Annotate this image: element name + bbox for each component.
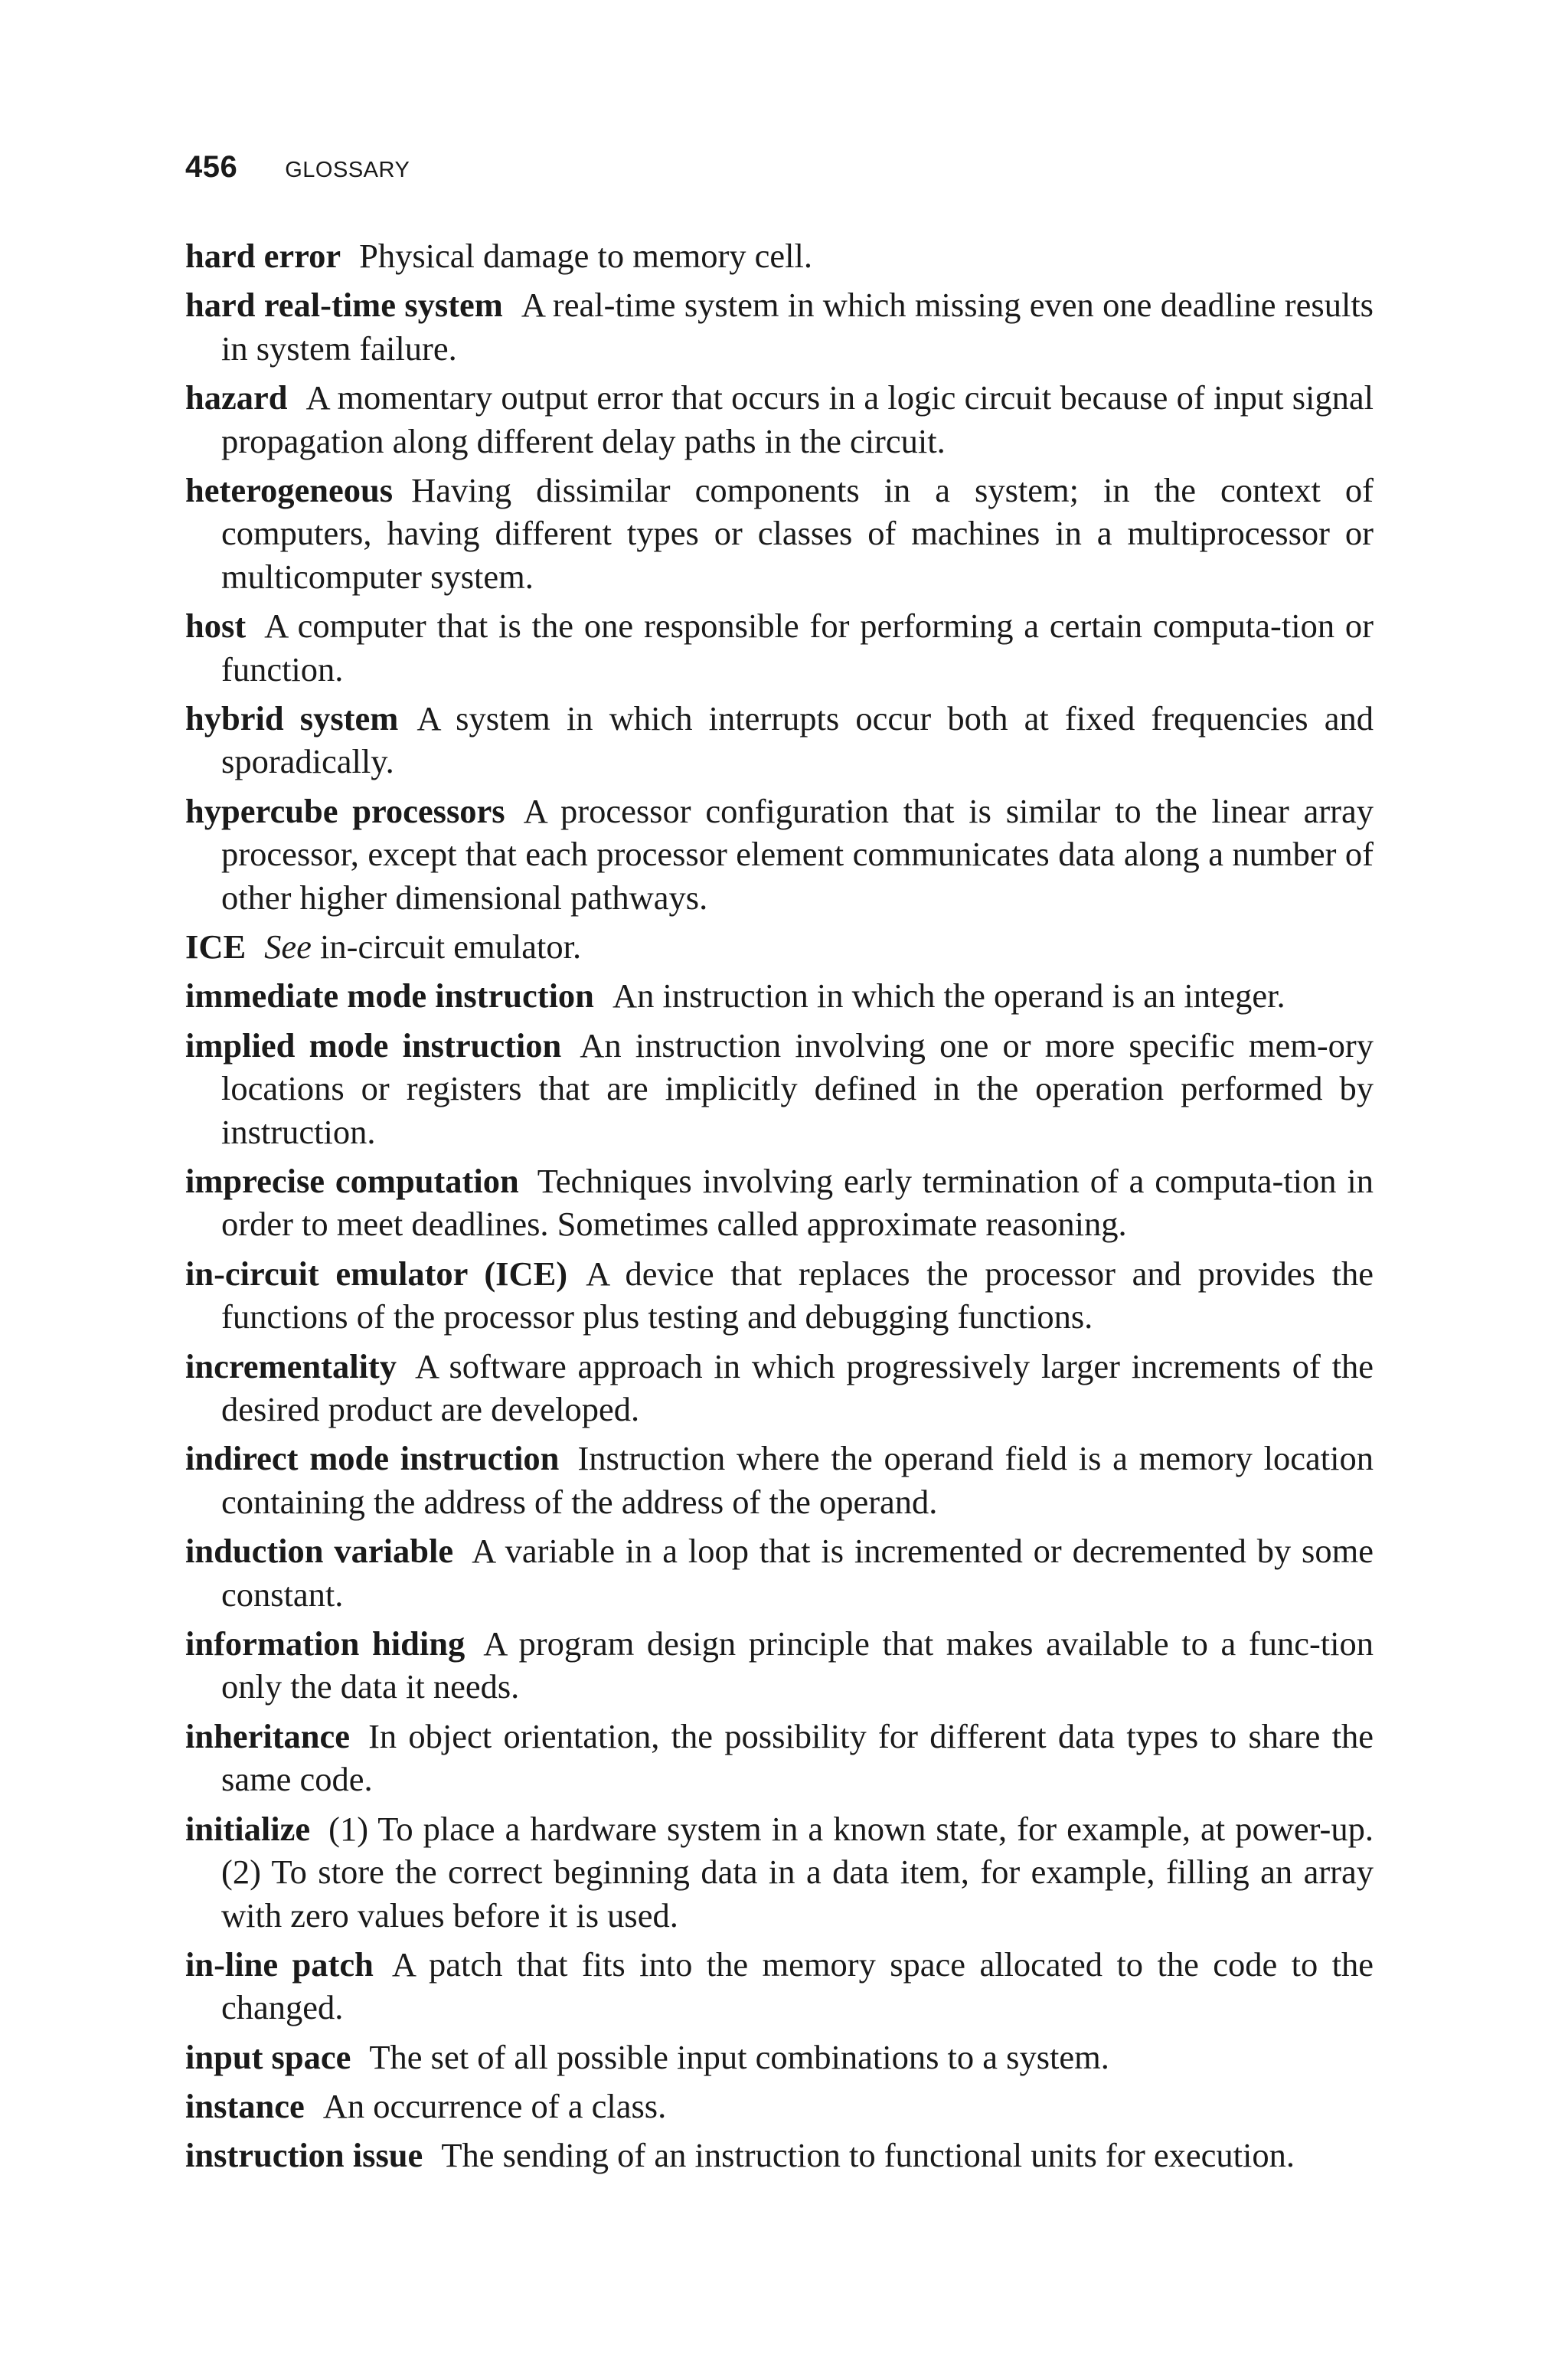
glossary-term: in-circuit emulator (ICE) [185,1254,568,1293]
glossary-term: incrementality [185,1346,397,1385]
glossary-definition: A device that replaces the processor and provides the functions of the processor plus testing and debugging functions. [221,1254,1374,1336]
see-reference: See [264,927,312,966]
glossary-term: hard real-time system [185,286,503,325]
glossary-term: hypercube processors [185,791,505,830]
glossary-definition: A software approach in which progressively larger increments of the desired product are developed. [221,1346,1374,1429]
glossary-entry [185,2134,1374,2177]
glossary-definition: Physical damage to memory cell. [359,237,813,275]
glossary-term: input space [185,2037,351,2076]
glossary-term: instruction issue [185,2136,423,2175]
glossary-term: instance [185,2086,305,2125]
glossary-term: ICE [185,927,247,966]
glossary-definition: In object orientation, the possibility for different data types to share the same code. [221,1716,1374,1799]
glossary-definition: A momentary output error that occurs in a logic circuit because of input signal propagation along different delay paths in the circuit. [221,378,1374,460]
glossary-entry [185,1529,1374,1616]
glossary-entry [185,234,1374,278]
glossary-term: inheritance [185,1716,351,1755]
glossary-definition: (1) To place a hardware system in a known state, for example, at power-up. (2) To store the correct beginning data in a data item, for example, filling an array with zero values before it is used. [221,1809,1374,1935]
glossary-entry [185,974,1374,1018]
glossary-term: initialize [185,1809,311,1848]
glossary-term: hybrid system [185,698,399,738]
glossary-entry [185,2085,1374,2128]
glossary-definition: An instruction in which the operand is an integer. [612,976,1285,1016]
glossary-entry [185,1345,1374,1431]
glossary-entry [185,2036,1374,2079]
glossary-definition: Instruction where the operand field is a memory location containing the address of the address of the operand. [221,1439,1374,1521]
glossary-entry [185,1807,1374,1938]
glossary-entry [185,1715,1374,1801]
glossary-definition: The set of all possible input combinations to a system. [369,2037,1109,2076]
glossary-entry [185,790,1374,920]
glossary-entry [185,1437,1374,1523]
glossary-definition: in-circuit emulator. [320,927,582,966]
glossary-term: imprecise computation [185,1161,519,1200]
glossary-entry [185,604,1374,691]
glossary-definition: The sending of an instruction to functional units for execution. [441,2136,1295,2175]
glossary-term: implied mode instruction [185,1025,562,1065]
glossary-definition: A processor configuration that is similar to the linear array processor, except that each processor element communicates data along a number of other higher dimensional pathways. [221,791,1374,917]
glossary-entry [185,376,1374,463]
glossary-entry [185,1943,1374,2029]
glossary-entry [185,1024,1374,1154]
glossary-term: induction variable [185,1532,454,1571]
glossary-definition: An occurrence of a class. [322,2086,667,2125]
glossary-definition: A real-time system in which missing even one deadline results in system failure. [221,286,1374,368]
glossary-definition: Having dissimilar components in a system; in the context of computers, having different types or classes of machines in a multiprocessor or multicomputer system. [221,470,1374,596]
glossary-term: in-line patch [185,1944,374,1984]
glossary-definition: Techniques involving early termination of a computa-tion in order to meet deadlines. Sometimes called approximate reasoning. [221,1161,1374,1244]
glossary-term: host [185,607,247,646]
glossary-term: hazard [185,378,288,417]
glossary-term: information hiding [185,1624,466,1663]
glossary-entry [185,1252,1374,1339]
running-head [185,150,410,196]
glossary-entry [185,469,1374,599]
section-title: GLOSSARY [285,158,410,182]
glossary-term: hard error [185,237,341,275]
glossary-definition: A program design principle that makes available to a func-tion only the data it needs. [221,1624,1374,1706]
glossary-term: immediate mode instruction [185,976,594,1016]
glossary-entry [185,1159,1374,1246]
glossary-entry [185,283,1374,370]
glossary-entry [185,1622,1374,1709]
glossary-entry [185,925,1374,969]
glossary-term: heterogeneous [185,470,394,509]
glossary-definition: A system in which interrupts occur both at fixed frequencies and sporadically. [221,698,1374,781]
glossary-list [185,234,1374,2183]
page-number: 456 [185,150,238,184]
glossary-definition: A computer that is the one responsible for performing a certain computa-tion or function. [221,607,1374,688]
glossary-definition: An instruction involving one or more specific mem-ory locations or registers that are implicitly defined in the operation performed by instruction. [221,1025,1374,1151]
glossary-definition: A patch that fits into the memory space allocated to the code to the changed. [221,1944,1374,2027]
glossary-definition: A variable in a loop that is incremented or decremented by some constant. [221,1532,1374,1614]
glossary-term: indirect mode instruction [185,1439,560,1478]
glossary-entry [185,697,1374,783]
